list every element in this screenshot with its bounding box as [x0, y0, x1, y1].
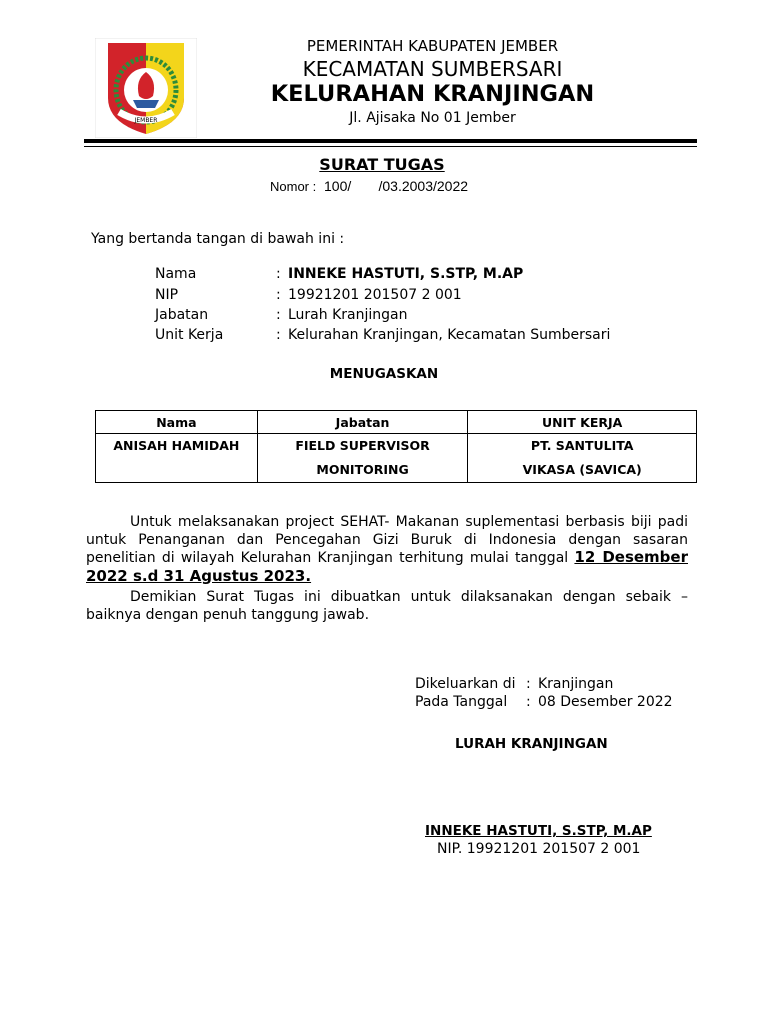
assignment-paragraph	[86, 514, 688, 586]
table-header-position: Jabatan	[257, 411, 468, 434]
issued-place-label: Dikeluarkan di	[415, 676, 516, 692]
signer-name-colon: :	[276, 266, 281, 282]
cell-name	[96, 434, 258, 483]
table-row	[96, 434, 697, 483]
issued-place-value: Kranjingan	[538, 676, 614, 692]
signer-position-value: Lurah Kranjingan	[288, 307, 408, 323]
jember-regency-logo	[95, 38, 197, 138]
document-number-label: Nomor :	[270, 179, 317, 194]
cell-position	[257, 434, 468, 483]
header-divider-thick	[84, 139, 697, 143]
table-header-row	[96, 411, 697, 434]
closing-paragraph	[86, 589, 688, 624]
cell-name-text: ANISAH HAMIDAH	[113, 438, 240, 453]
header-divider-thin	[84, 146, 697, 147]
signer-nip-label: NIP	[155, 287, 179, 303]
assignment-period: 12 Desember 2022 s.d 31 Agustus 2023.	[86, 548, 688, 585]
cell-position-line1: FIELD SUPERVISOR	[295, 438, 430, 453]
assignment-paragraph-text: Untuk melaksanakan project SEHAT- Makanan suplementasi berbasis biji padi untuk Penanganan dan Pencegahan Gizi Buruk di Indonesia dengan sasaran penelitian di wilayah Kelurahan Kranjingan terhitung mulai tanggal	[86, 514, 688, 566]
signer-unit-colon: :	[276, 327, 281, 343]
issued-date-value: 08 Desember 2022	[538, 694, 673, 710]
cell-unit-line1: PT. SANTULITA	[530, 438, 634, 453]
issued-place-colon: :	[526, 676, 531, 692]
signer-position-label: Jabatan	[155, 307, 209, 323]
assignment-table	[95, 410, 697, 483]
header-district: KECAMATAN SUMBERSARI	[302, 57, 563, 81]
signer-nip-value: 19921201 201507 2 001	[288, 287, 462, 303]
table-header-unit: UNIT KERJA	[468, 411, 697, 434]
signer-unit-value: Kelurahan Kranjingan, Kecamatan Sumbersari	[288, 327, 611, 343]
header-address: Jl. Ajisaka No 01 Jember	[349, 110, 516, 126]
signer-unit-label: Unit Kerja	[155, 327, 224, 343]
signature-nip: NIP. 19921201 201507 2 001	[437, 841, 641, 857]
issued-date-label: Pada Tanggal	[415, 694, 508, 710]
signer-position-colon: :	[276, 307, 281, 323]
signer-nip-colon: :	[276, 287, 281, 303]
header-government: PEMERINTAH KABUPATEN JEMBER	[306, 37, 559, 55]
document-number	[270, 178, 468, 194]
signer-name-label: Nama	[155, 266, 197, 282]
cell-position-line2: MONITORING	[316, 462, 409, 477]
svg-text:JEMBER: JEMBER	[134, 117, 158, 124]
table-header-name: Nama	[96, 411, 258, 434]
intro-text: Yang bertanda tangan di bawah ini :	[91, 231, 345, 247]
header-village: KELURAHAN KRANJINGAN	[270, 81, 595, 107]
cell-unit	[468, 434, 697, 483]
assignment-heading: MENUGASKAN	[329, 366, 439, 382]
closing-paragraph-text: Demikian Surat Tugas ini dibuatkan untuk dilaksanakan dengan sebaik – baiknya dengan penuh tanggung jawab.	[86, 589, 688, 623]
signature-name: INNEKE HASTUTI, S.STP, M.AP	[425, 823, 652, 839]
signer-name-value: INNEKE HASTUTI, S.STP, M.AP	[288, 266, 524, 282]
document-number-value: 100/ /03.2003/2022	[324, 178, 469, 194]
cell-unit-line2: VIKASA (SAVICA)	[522, 462, 642, 477]
issued-date-colon: :	[526, 694, 531, 710]
signature-position: LURAH KRANJINGAN	[455, 736, 608, 752]
document-title: SURAT TUGAS	[319, 155, 445, 174]
